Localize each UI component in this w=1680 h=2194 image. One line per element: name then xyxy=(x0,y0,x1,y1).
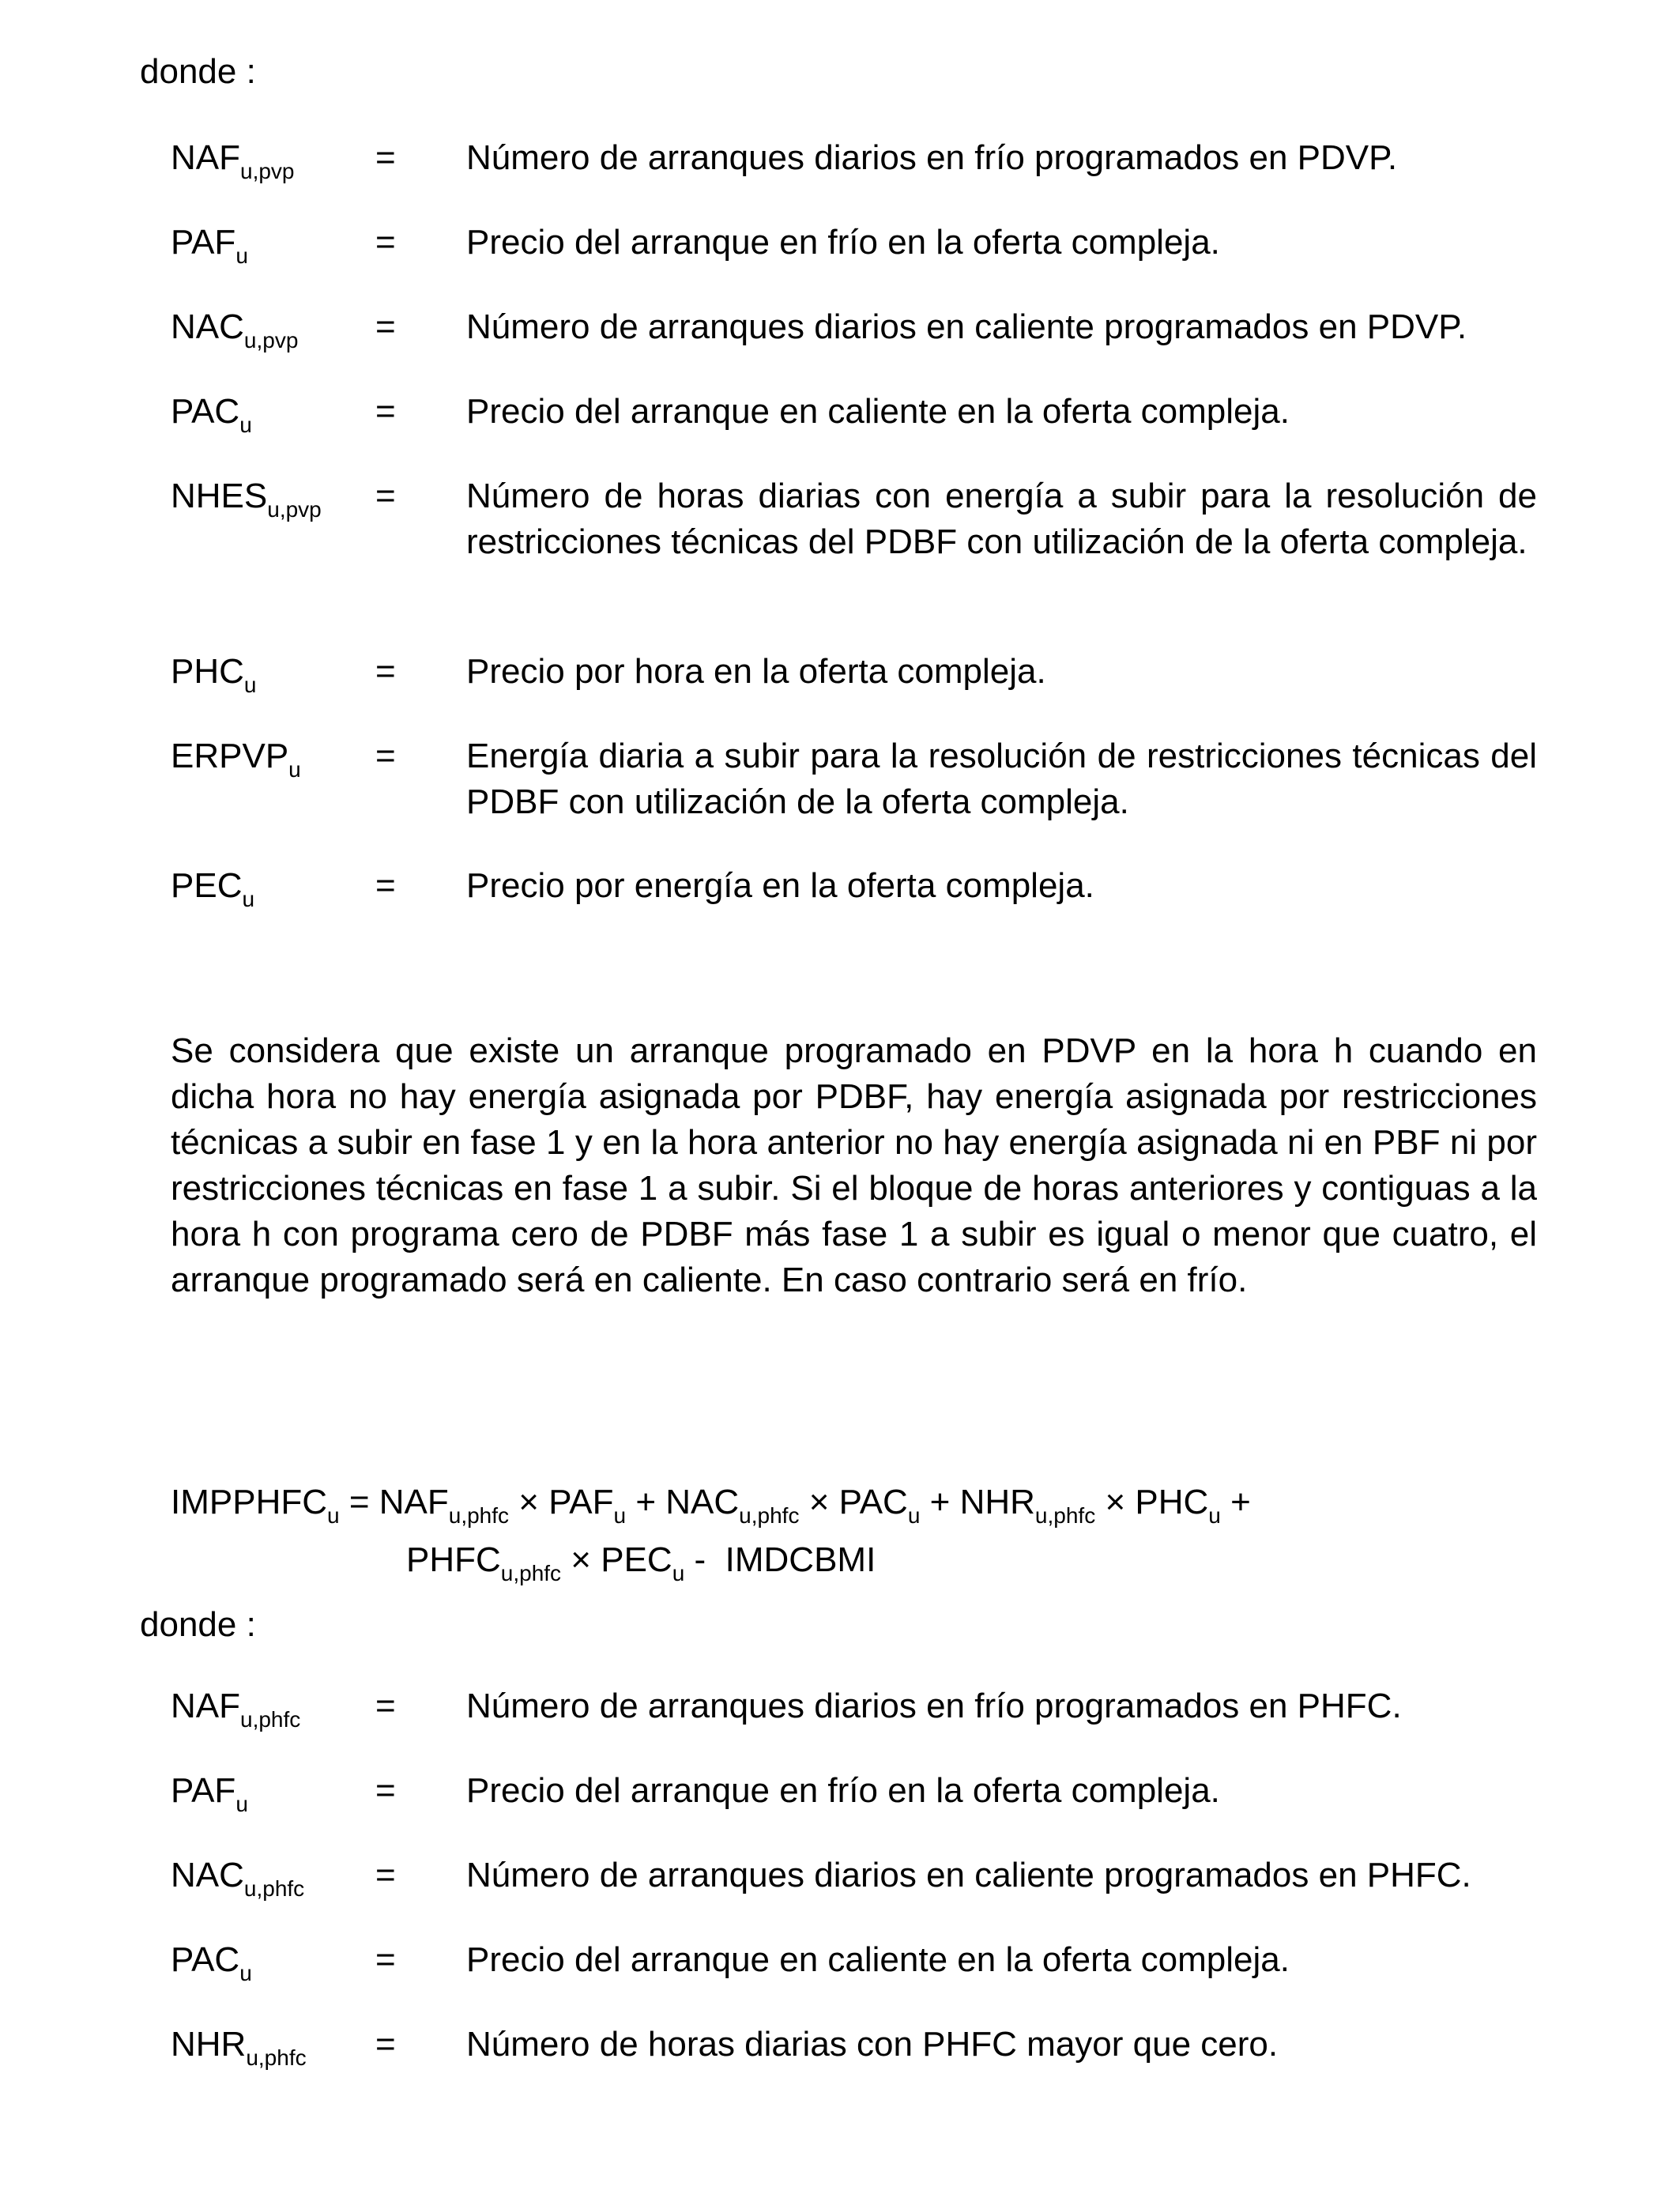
formula-lhs: IMPPHFC xyxy=(171,1483,327,1521)
definition-text: Número de arranques diarios en caliente programados en PDVP. xyxy=(466,307,1467,346)
equals-sign: = xyxy=(375,223,396,262)
symbol: PAF xyxy=(171,223,236,262)
definition-text: Número de horas diarias con PHFC mayor que cero. xyxy=(466,2025,1279,2064)
symbol: NHR xyxy=(171,2025,247,2064)
donde-label-1: donde : xyxy=(140,52,256,91)
symbol-subscript: u xyxy=(243,673,257,697)
symbol-subscript: u xyxy=(242,887,255,911)
symbol: PAF xyxy=(171,1771,236,1810)
symbol-subscript: u xyxy=(239,1961,252,1985)
symbol: PEC xyxy=(171,866,243,905)
equals-sign: = xyxy=(375,1771,396,1810)
definition-text: Número de arranques diarios en frío programados en PDVP. xyxy=(466,138,1398,177)
formula-line-1: $IMPPHFC_u = NAF_{u,phfc} \times PAF_u + NAC_{u,phfc} \times PAC_u + NHR_{u,phfc} \times PHC_u$ + xyxy=(171,1483,1251,1528)
equals-sign: = xyxy=(375,866,396,905)
equals-sign: = xyxy=(375,1940,396,1979)
body-paragraph: Se considera que existe un arranque programado en PDVP en la hora h cuando en dicha hora no hay energía asignada por PDBF, hay energía asignada por restricciones técnicas a subir en fase 1 y en la hora anterior no hay energía asignada ni en PBF ni por restricciones técnicas en fase 1 a subir. Si el bloque de horas anteriores y contiguas a la hora h con programa cero de PDBF más fase 1 a subir es igual o menor que cuatro, el arranque programado será en caliente. En caso contrario será en frío. xyxy=(171,1031,1537,1299)
definition-text: Precio del arranque en frío en la oferta compleja. xyxy=(466,223,1220,262)
symbol-subscript: u xyxy=(235,1792,248,1816)
symbol-subscript: u xyxy=(239,413,252,437)
definition-text: Precio por hora en la oferta compleja. xyxy=(466,652,1046,691)
formula-line-2: $PHFC_{u,phfc} \times PEC_u$ - IMDCBMI xyxy=(406,1540,876,1585)
equals-sign: = xyxy=(375,392,396,431)
symbol: PAC xyxy=(171,1940,240,1979)
equals-sign: = xyxy=(375,477,396,515)
symbol: PHC xyxy=(171,652,244,691)
symbol-subscript: u xyxy=(235,243,248,268)
symbol: NHES xyxy=(171,477,268,515)
definition-text: Precio del arranque en caliente en la oferta compleja. xyxy=(466,392,1290,431)
definition-text: Número de arranques diarios en caliente programados en PHFC. xyxy=(466,1856,1471,1894)
symbol-subscript: u,pvp xyxy=(243,328,299,352)
symbol: NAF xyxy=(171,1687,240,1725)
symbol: PAC xyxy=(171,392,240,431)
definition-text: Energía diaria a subir para la resolución de restricciones técnicas del PDBF con utilización de la oferta compleja. xyxy=(466,737,1537,821)
definition-text: Número de arranques diarios en frío programados en PHFC. xyxy=(466,1687,1402,1725)
symbol: NAF xyxy=(171,138,240,177)
donde-label-2: donde : xyxy=(140,1605,256,1644)
equals-sign: = xyxy=(375,652,396,691)
definition-text: Número de horas diarias con energía a subir para la resolución de restricciones técnicas del PDBF con utilización de la oferta compleja. xyxy=(466,477,1537,561)
equals-sign: = xyxy=(375,138,396,177)
symbol: ERPVP xyxy=(171,737,289,775)
equals-sign: = xyxy=(375,1687,396,1725)
definition-text: Precio por energía en la oferta compleja. xyxy=(466,866,1094,905)
equals-sign: = xyxy=(375,307,396,346)
symbol-subscript: u xyxy=(288,757,301,782)
symbol-subscript: u,phfc xyxy=(246,2045,307,2070)
equals-sign: = xyxy=(375,737,396,775)
symbol-subscript: u,pvp xyxy=(240,159,295,183)
definition-text: Precio del arranque en caliente en la oferta compleja. xyxy=(466,1940,1290,1979)
symbol: NAC xyxy=(171,1856,244,1894)
symbol-subscript: u,phfc xyxy=(240,1707,301,1732)
equals-sign: = xyxy=(375,1856,396,1894)
symbol-subscript: u,pvp xyxy=(267,497,322,522)
equals-sign: = xyxy=(375,2025,396,2064)
symbol-subscript: u,phfc xyxy=(243,1876,305,1901)
symbol: NAC xyxy=(171,307,244,346)
definition-text: Precio del arranque en frío en la oferta compleja. xyxy=(466,1771,1220,1810)
